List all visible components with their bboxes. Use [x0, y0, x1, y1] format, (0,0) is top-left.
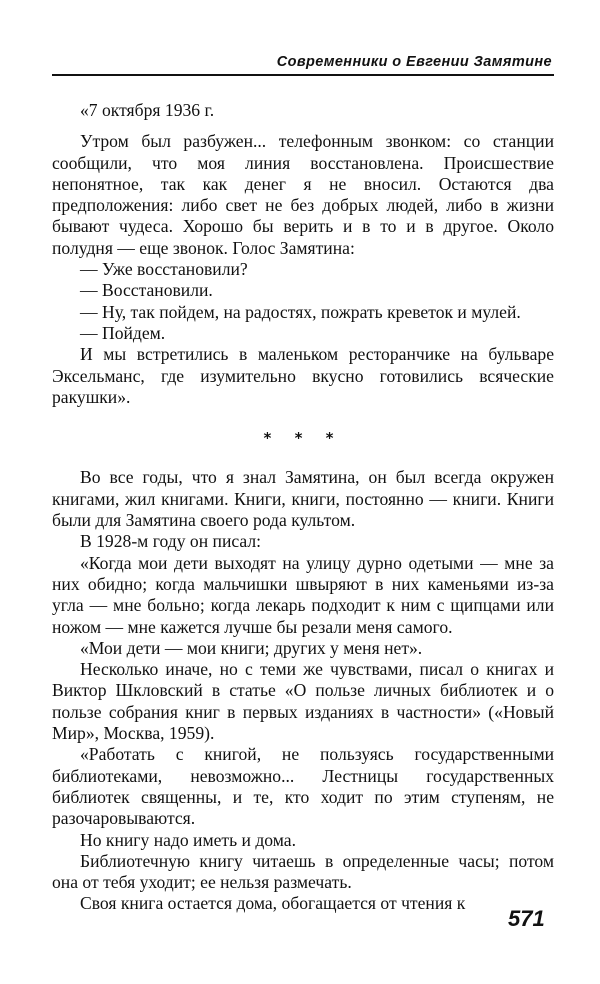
- dialogue-line: — Уже восстановили?: [80, 259, 248, 280]
- paragraph: В 1928-м году он писал:: [80, 531, 262, 552]
- quote-paragraph: «Когда мои дети выходят на улицу дурно одетыми — мне за них обидно; когда мальчишки швыряют в них каменьями из-за угла — мне больно; когда лекарь подходит к ним с щипцами или ножом — мне кажется лучше бы резали меня самого.: [52, 552, 554, 637]
- section-separator: * * *: [263, 429, 343, 448]
- paragraph: Но книгу надо иметь и дома.: [80, 829, 296, 850]
- paragraph: И мы встретились в маленьком ресторанчике на бульваре Эксельманс, где изумительно вкусно готовились всяческие ракушки».: [52, 344, 554, 407]
- paragraph: Утром был разбужен... телефонным звонком: со станции сообщили, что моя линия восстановлена. Происшествие непонятное, так как денег я не вносил. Остаются два предположения: либо свет не без добрых людей, либо в жизни бывают чудеса. Хорошо бы верить и в то и в другое. Около полудня — еще звонок. Голос Замятина:: [52, 131, 554, 258]
- dialogue-line: — Ну, так пойдем, на радостях, пожрать креветок и мулей.: [80, 301, 521, 322]
- header-rule: [52, 74, 554, 76]
- running-head: Современники о Евгении Замятине: [276, 54, 552, 70]
- quote-paragraph: «Мои дети — мои книги; других у меня нет».: [80, 637, 423, 658]
- dialogue-line: — Пойдем.: [80, 322, 166, 343]
- body-text: [52, 100, 554, 915]
- paragraph: Библиотечную книгу читаешь в определенные часы; потом она от тебя уходит; ее нельзя размечать.: [52, 850, 554, 893]
- paragraph: Во все годы, что я знал Замятина, он был всегда окружен книгами, жил книгами. Книги, книги, постоянно — книги. Книги были для Замятина своего рода культом.: [52, 467, 554, 531]
- dialogue-line: — Восстановили.: [80, 280, 213, 301]
- paragraph: «7 октября 1936 г.: [80, 100, 215, 120]
- quote-paragraph: «Работать с книгой, не пользуясь государственными библиотеками, невозможно... Лестницы государственных библиотек священны, и те, кто ходит по этим ступеням, не разочаровываются.: [52, 744, 554, 829]
- paragraph: Своя книга остается дома, обогащается от чтения к: [80, 893, 466, 914]
- page-number: 571: [508, 906, 545, 931]
- paragraph: Несколько иначе, но с теми же чувствами, писал о книгах и Виктор Шкловский в статье «О пользе личных библиотек и о пользе собрания книг в первых изданиях в частности» («Новый Мир», Москва, 1959).: [52, 659, 554, 744]
